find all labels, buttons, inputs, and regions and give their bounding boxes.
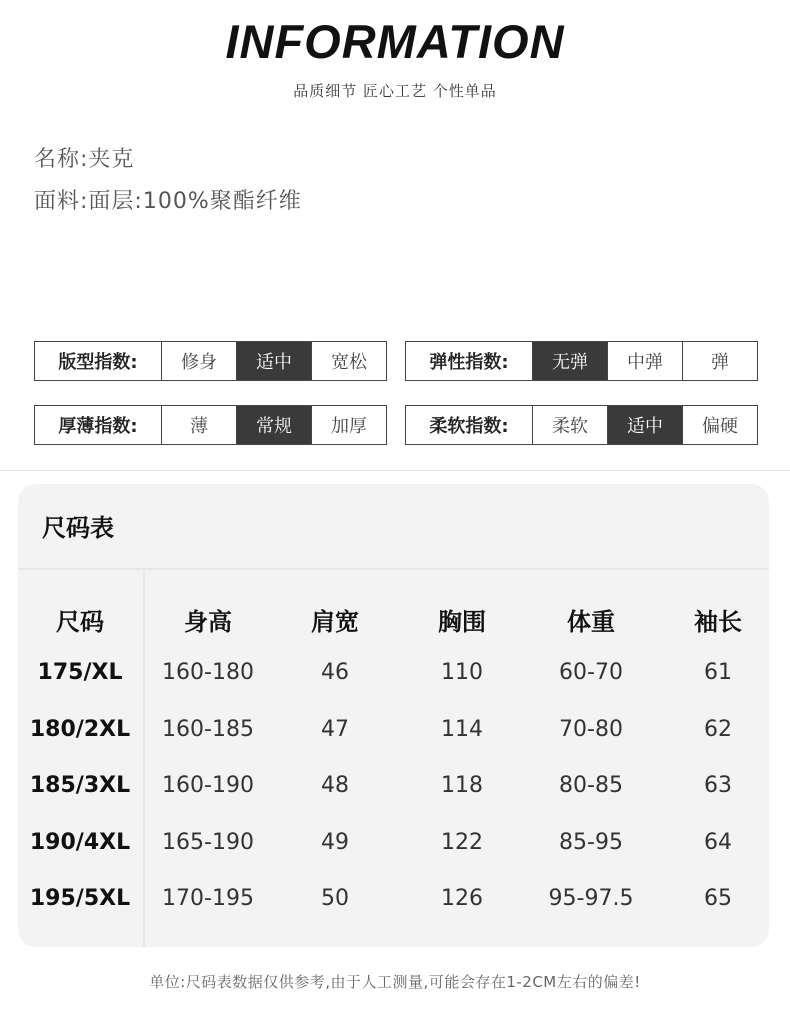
spec-label: 版型指数: [58, 352, 138, 373]
cell-chest: 114 [441, 717, 483, 742]
spec-fit-index [34, 341, 387, 381]
cell-chest: 118 [441, 773, 483, 798]
fabric-label: 面料: [34, 189, 89, 214]
header-chest: 胸围 [438, 608, 486, 636]
spec-option: 弹 [682, 342, 757, 380]
spec-elasticity-index [405, 341, 758, 381]
cell-size: 190/4XL [29, 830, 131, 855]
spec-label: 厚薄指数: [58, 416, 138, 437]
cell-sleeve: 64 [704, 830, 732, 855]
cell-height: 160-190 [162, 773, 254, 798]
fabric-value: 面层:100%聚酯纤维 [88, 189, 302, 214]
cell-chest: 122 [441, 830, 483, 855]
header-size: 尺码 [56, 608, 104, 636]
spec-label: 弹性指数: [429, 352, 509, 373]
cell-sleeve: 65 [704, 886, 732, 911]
spec-option: 柔软 [532, 406, 607, 444]
cell-shoulder: 50 [321, 886, 349, 911]
fabric-line [34, 184, 302, 215]
spec-softness-index [405, 405, 758, 445]
cell-shoulder: 47 [321, 717, 349, 742]
cell-height: 170-195 [162, 886, 254, 911]
spec-option-selected: 适中 [236, 342, 311, 380]
spec-option: 宽松 [311, 342, 386, 380]
header-shoulder: 肩宽 [311, 608, 359, 636]
cell-weight: 70-80 [559, 717, 623, 742]
cell-shoulder: 46 [321, 660, 349, 685]
spec-option-selected: 无弹 [532, 342, 607, 380]
cell-weight: 60-70 [559, 660, 623, 685]
cell-height: 160-180 [162, 660, 254, 685]
header-height: 身高 [184, 608, 232, 636]
cell-sleeve: 61 [704, 660, 732, 685]
cell-shoulder: 49 [321, 830, 349, 855]
name-label: 名称: [34, 147, 89, 172]
header-sleeve: 袖长 [694, 608, 742, 636]
spec-option-selected: 常规 [236, 406, 311, 444]
spec-option: 修身 [161, 342, 236, 380]
cell-chest: 110 [441, 660, 483, 685]
spec-option: 中弹 [607, 342, 682, 380]
cell-size: 195/5XL [29, 886, 131, 911]
cell-weight: 95-97.5 [548, 886, 634, 911]
page-title: INFORMATION [225, 15, 565, 68]
cell-size: 185/3XL [29, 773, 131, 798]
cell-height: 160-185 [162, 717, 254, 742]
header-weight: 体重 [567, 608, 615, 636]
name-value: 夹克 [88, 147, 135, 172]
spec-label: 柔软指数: [429, 416, 509, 437]
spec-option: 加厚 [311, 406, 386, 444]
spec-thickness-index [34, 405, 387, 445]
cell-size: 175/XL [37, 660, 123, 685]
size-chart-title: 尺码表 [42, 514, 114, 542]
cell-weight: 80-85 [559, 773, 623, 798]
footer-note: 单位:尺码表数据仅供参考,由于人工测量,可能会存在1-2CM左右的偏差! [149, 973, 641, 991]
spec-option: 薄 [161, 406, 236, 444]
cell-shoulder: 48 [321, 773, 349, 798]
product-name-line [34, 142, 134, 173]
cell-height: 165-190 [162, 830, 254, 855]
size-column-divider [143, 570, 145, 947]
section-divider [0, 470, 790, 471]
cell-sleeve: 63 [704, 773, 732, 798]
cell-chest: 126 [441, 886, 483, 911]
size-chart-card [18, 484, 769, 947]
cell-sleeve: 62 [704, 717, 732, 742]
cell-weight: 85-95 [559, 830, 623, 855]
size-chart-header-divider [18, 568, 769, 570]
spec-option: 偏硬 [682, 406, 757, 444]
cell-size: 180/2XL [29, 717, 131, 742]
page-subtitle: 品质细节 匠心工艺 个性单品 [293, 82, 497, 100]
spec-option-selected: 适中 [607, 406, 682, 444]
